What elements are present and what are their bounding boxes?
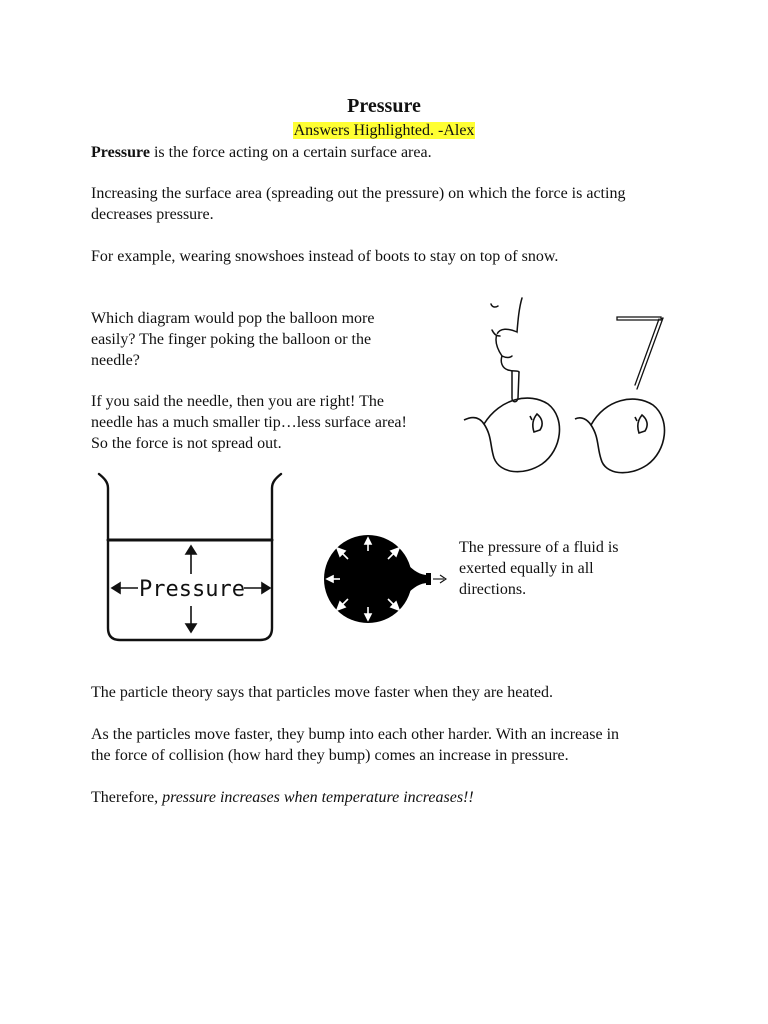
balloon-icon — [464, 398, 559, 472]
balloon-icon — [575, 399, 664, 473]
fluid-balloon-icon — [324, 535, 431, 623]
nozzle-arrow-icon — [433, 575, 446, 583]
highlighted-subtitle — [0, 121, 768, 141]
answer-paragraph — [91, 391, 407, 454]
fluid-pressure-diagram — [322, 533, 452, 628]
question-paragraph — [91, 308, 374, 371]
surface-area-paragraph — [91, 183, 625, 225]
definition-rest: is the force acting on a certain surface area. — [149, 144, 432, 161]
conclusion-emphasis: pressure increases when temperature increases!! — [162, 789, 474, 806]
container-pressure-diagram — [96, 470, 286, 645]
answer-line-3: So the force is not spread out. — [91, 435, 282, 452]
definition-term: Pressure — [91, 144, 150, 161]
question-line-2: easily? The finger poking the balloon or the — [91, 331, 372, 348]
answer-line-2: needle has a much smaller tip…less surface area! — [91, 414, 407, 431]
fluid-note-line-1: The pressure of a fluid is — [459, 539, 619, 556]
definition-paragraph — [91, 142, 432, 163]
bump-line-1: As the particles move faster, they bump into each other harder. With an increase in — [91, 726, 620, 743]
bump-line-2: the force of collision (how hard they bump) comes an increase in pressure. — [91, 747, 569, 764]
answer-line-1: If you said the needle, then you are right! The — [91, 393, 384, 410]
question-line-1: Which diagram would pop the balloon more — [91, 310, 375, 327]
question-line-3: needle? — [91, 352, 140, 369]
fluid-note-line-3: directions. — [459, 581, 527, 598]
subtitle-highlight: Answers Highlighted. -Alex — [293, 122, 475, 139]
arrow-down-head-icon — [186, 624, 196, 632]
surface-area-line-1: Increasing the surface area (spreading out the pressure) on which the force is acting — [91, 185, 626, 202]
needle-balloon-illustration — [583, 305, 683, 480]
page-title: Pressure — [347, 95, 421, 117]
arrow-up-head-icon — [186, 546, 196, 554]
fluid-note-line-2: exerted equally in all — [459, 560, 594, 577]
finger-icon — [491, 298, 522, 402]
finger-balloon-illustration — [470, 290, 570, 480]
beaker-icon — [99, 474, 281, 640]
conclusion-lead: Therefore, — [91, 789, 163, 806]
example-paragraph: For example, wearing snowshoes instead of boots to stay on top of snow. — [91, 248, 559, 265]
fluid-note-paragraph — [459, 537, 619, 600]
surface-area-line-2: decreases pressure. — [91, 206, 214, 223]
needle-icon — [617, 317, 663, 389]
arrow-right-head-icon — [262, 583, 270, 593]
bump-paragraph — [91, 724, 619, 766]
arrow-left-head-icon — [112, 583, 120, 593]
conclusion-paragraph — [91, 787, 474, 808]
pressure-label: Pressure — [139, 577, 245, 602]
particle-theory-paragraph: The particle theory says that particles move faster when they are heated. — [91, 684, 554, 701]
